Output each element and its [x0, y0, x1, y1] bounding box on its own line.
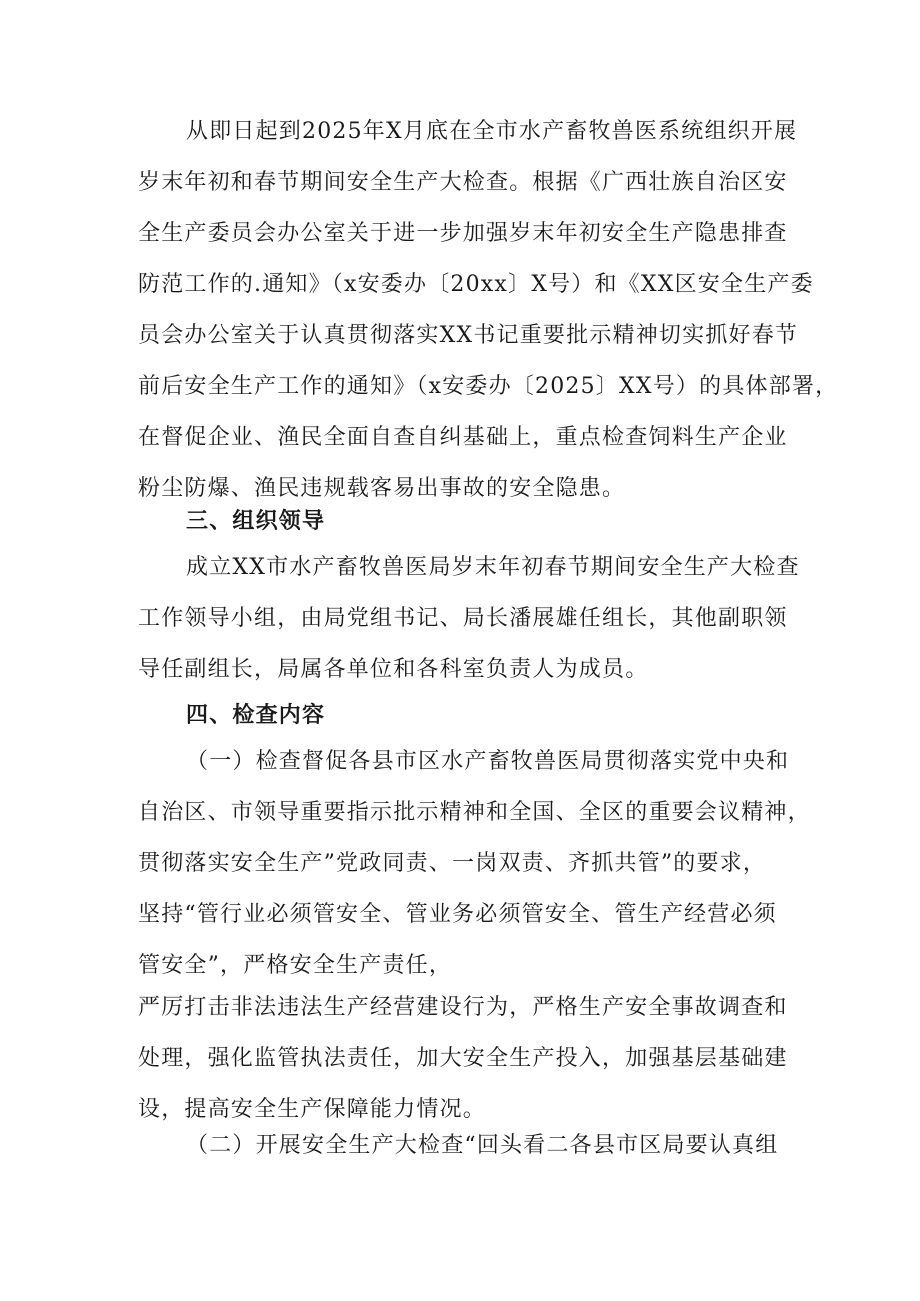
text-line: 员会办公室关于认真贯彻落实XX书记重要批示精神切实抓好春节: [138, 323, 799, 348]
text-line: 工作领导小组，由局党组书记、局长潘展雄任组长，其他副职领: [138, 606, 788, 631]
text-line: 设，提高安全生产保障能力情况。: [138, 1097, 487, 1122]
text-line: 处理，强化监管执法责任，加大安全生产投入，加强基层基础建: [138, 1046, 788, 1071]
text-line: 从即日起到2025年X月底在全市水产畜牧兽医系统组织开展: [186, 119, 798, 144]
text-line: 贯彻落实安全生产”党政同责、一岗双责、齐抓共管”的要求，: [138, 851, 767, 876]
text-line: （一）检查督促各县市区水产畜牧兽医局贯彻落实党中央和: [186, 749, 790, 774]
text-line: 严厉打击非法违法生产经营建设行为，严格生产安全事故调查和: [138, 995, 788, 1020]
text-line: 岁末年初和春节期间安全生产大检查。根据《广西壮族自治区安: [138, 170, 788, 195]
text-line: 防范工作的.通知》（x安委办〔20xx〕X号）和《XX区安全生产委: [138, 272, 814, 297]
section-heading-inspection-content: 四、检查内容: [186, 703, 326, 728]
section-heading-organization: 三、组织领导: [186, 509, 326, 534]
paragraph-inspection-item-2: [138, 1120, 798, 1171]
text-line: 成立XX市水产畜牧兽医局岁末年初春节期间安全生产大检查: [186, 555, 800, 580]
text-line: 自治区、市领导重要指示批示精神和全国、全区的重要会议精神，: [138, 800, 811, 825]
text-line: 坚持“管行业必须管安全、管业务必须管安全、管生产经营必须: [138, 902, 777, 927]
text-line: 管安全”，严格安全生产责任，: [138, 953, 453, 978]
paragraph-inspection-item-1-cont: [138, 982, 798, 1135]
text-line: 在督促企业、渔民全面自查自纠基础上，重点检查饲料生产企业: [138, 425, 788, 450]
text-line: 前后安全生产工作的通知》（x安委办〔2025〕XX号）的具体部署，: [138, 374, 839, 399]
text-line: 导任副组长，局属各单位和各科室负责人为成员。: [138, 657, 649, 682]
paragraph-leadership-group: [138, 542, 798, 695]
paragraph-inspection-scope: [138, 106, 839, 514]
text-line: （二）开展安全生产大检查“回头看二各县市区局要认真组: [186, 1133, 779, 1158]
text-line: 粉尘防爆、渔民违规载客易出事故的安全隐患。: [138, 476, 626, 501]
text-line: 全生产委员会办公室关于进一步加强岁末年初安全生产隐患排查: [138, 221, 788, 246]
paragraph-inspection-item-1: [138, 736, 811, 991]
